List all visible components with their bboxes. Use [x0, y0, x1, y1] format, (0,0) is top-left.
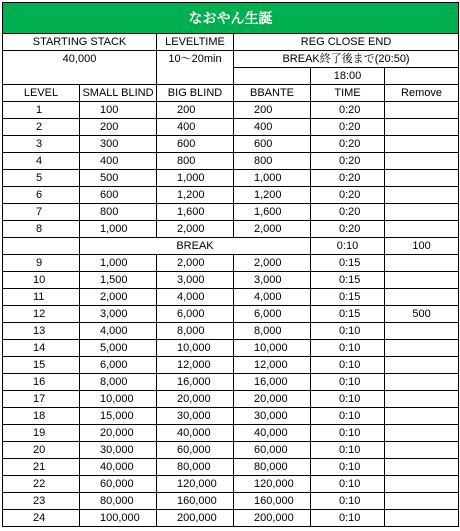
bbante-cell: 400	[234, 119, 311, 136]
time-cell: 0:15	[311, 255, 385, 272]
big-blind-cell: 10,000	[157, 340, 234, 357]
time-cell: 0:10	[311, 238, 385, 255]
small-blind-cell: 1,000	[80, 255, 157, 272]
col-header-small-blind: SMALL BLIND	[80, 85, 157, 102]
table-row	[3, 119, 459, 136]
reg-close-time-spacer	[234, 68, 311, 85]
column-header-row	[3, 85, 459, 102]
big-blind-cell: 3,000	[157, 272, 234, 289]
bbante-cell: 1,200	[234, 187, 311, 204]
remove-cell	[385, 408, 459, 425]
time-cell: 0:20	[311, 221, 385, 238]
table-row	[3, 374, 459, 391]
starting-stack-label: STARTING STACK	[3, 34, 157, 51]
time-cell: 0:15	[311, 272, 385, 289]
table-row	[3, 391, 459, 408]
break-label: BREAK	[80, 238, 311, 255]
remove-cell: 100	[385, 238, 459, 255]
time-cell: 0:20	[311, 119, 385, 136]
remove-cell	[385, 289, 459, 306]
bbante-cell: 20,000	[234, 391, 311, 408]
level-cell: 14	[3, 340, 80, 357]
big-blind-cell: 600	[157, 136, 234, 153]
time-cell: 0:10	[311, 357, 385, 374]
remove-cell	[385, 374, 459, 391]
bbante-cell: 16,000	[234, 374, 311, 391]
table-row	[3, 510, 459, 527]
remove-cell	[385, 119, 459, 136]
small-blind-cell: 4,000	[80, 323, 157, 340]
col-header-level: LEVEL	[3, 85, 80, 102]
level-cell: 8	[3, 221, 80, 238]
level-cell: 19	[3, 425, 80, 442]
small-blind-cell: 1,000	[80, 221, 157, 238]
time-cell: 0:10	[311, 442, 385, 459]
level-cell: 20	[3, 442, 80, 459]
small-blind-cell: 60,000	[80, 476, 157, 493]
big-blind-cell: 12,000	[157, 357, 234, 374]
remove-cell	[385, 391, 459, 408]
starting-stack-value: 40,000	[3, 51, 157, 85]
time-cell: 0:10	[311, 391, 385, 408]
small-blind-cell: 6,000	[80, 357, 157, 374]
big-blind-cell: 16,000	[157, 374, 234, 391]
remove-cell	[385, 357, 459, 374]
leveltime-label: LEVELTIME	[157, 34, 234, 51]
table-row	[3, 306, 459, 323]
big-blind-cell: 1,200	[157, 187, 234, 204]
time-cell: 0:10	[311, 340, 385, 357]
small-blind-cell: 30,000	[80, 442, 157, 459]
small-blind-cell: 80,000	[80, 493, 157, 510]
col-header-bbante: BBANTE	[234, 85, 311, 102]
leveltime-value: 10〜20min	[157, 51, 234, 85]
blind-structure-sheet	[2, 2, 459, 527]
remove-cell	[385, 272, 459, 289]
level-cell: 18	[3, 408, 80, 425]
small-blind-cell: 600	[80, 187, 157, 204]
bbante-cell: 1,000	[234, 170, 311, 187]
time-cell: 0:20	[311, 170, 385, 187]
reg-close-time: 18:00	[311, 68, 385, 85]
remove-cell	[385, 323, 459, 340]
table-row	[3, 408, 459, 425]
big-blind-cell: 40,000	[157, 425, 234, 442]
time-cell: 0:20	[311, 187, 385, 204]
bbante-cell: 30,000	[234, 408, 311, 425]
bbante-cell: 40,000	[234, 425, 311, 442]
bbante-cell: 12,000	[234, 357, 311, 374]
remove-cell	[385, 493, 459, 510]
time-cell: 0:10	[311, 374, 385, 391]
level-cell: 21	[3, 459, 80, 476]
table-row	[3, 357, 459, 374]
big-blind-cell: 80,000	[157, 459, 234, 476]
level-cell: 13	[3, 323, 80, 340]
big-blind-cell: 1,000	[157, 170, 234, 187]
bbante-cell: 2,000	[234, 255, 311, 272]
bbante-cell: 200,000	[234, 510, 311, 527]
level-cell: 6	[3, 187, 80, 204]
remove-cell	[385, 221, 459, 238]
remove-cell	[385, 442, 459, 459]
remove-cell	[385, 425, 459, 442]
remove-cell	[385, 476, 459, 493]
big-blind-cell: 400	[157, 119, 234, 136]
level-cell: 1	[3, 102, 80, 119]
bbante-cell: 6,000	[234, 306, 311, 323]
remove-cell	[385, 102, 459, 119]
bbante-cell: 200	[234, 102, 311, 119]
remove-cell	[385, 153, 459, 170]
time-cell: 0:10	[311, 408, 385, 425]
small-blind-cell: 10,000	[80, 391, 157, 408]
table-row	[3, 459, 459, 476]
level-cell: 11	[3, 289, 80, 306]
small-blind-cell: 400	[80, 153, 157, 170]
level-cell: 4	[3, 153, 80, 170]
remove-cell	[385, 340, 459, 357]
small-blind-cell: 5,000	[80, 340, 157, 357]
time-cell: 0:10	[311, 476, 385, 493]
small-blind-cell: 3,000	[80, 306, 157, 323]
remove-cell	[385, 510, 459, 527]
big-blind-cell: 800	[157, 153, 234, 170]
time-cell: 0:10	[311, 510, 385, 527]
big-blind-cell: 30,000	[157, 408, 234, 425]
remove-cell: 500	[385, 306, 459, 323]
title-row	[3, 3, 459, 34]
bbante-cell: 3,000	[234, 272, 311, 289]
bbante-cell: 1,600	[234, 204, 311, 221]
bbante-cell: 120,000	[234, 476, 311, 493]
reg-close-label: REG CLOSE END	[234, 34, 459, 51]
remove-cell	[385, 459, 459, 476]
bbante-cell: 160,000	[234, 493, 311, 510]
table-row	[3, 136, 459, 153]
small-blind-cell: 8,000	[80, 374, 157, 391]
table-row	[3, 323, 459, 340]
time-cell: 0:15	[311, 289, 385, 306]
time-cell: 0:10	[311, 323, 385, 340]
table-row	[3, 187, 459, 204]
remove-cell	[385, 170, 459, 187]
table-row	[3, 476, 459, 493]
reg-close-value: BREAK終了後まで(20:50)	[234, 51, 459, 68]
blind-structure-table	[2, 2, 459, 527]
small-blind-cell: 1,500	[80, 272, 157, 289]
time-cell: 0:20	[311, 136, 385, 153]
col-header-big-blind: BIG BLIND	[157, 85, 234, 102]
info-value-row	[3, 51, 459, 68]
reg-close-time-spacer-right	[385, 68, 459, 85]
small-blind-cell: 100,000	[80, 510, 157, 527]
big-blind-cell: 160,000	[157, 493, 234, 510]
big-blind-cell: 2,000	[157, 221, 234, 238]
level-cell: 17	[3, 391, 80, 408]
small-blind-cell: 200	[80, 119, 157, 136]
level-cell: 16	[3, 374, 80, 391]
small-blind-cell: 100	[80, 102, 157, 119]
small-blind-cell: 2,000	[80, 289, 157, 306]
level-cell: 12	[3, 306, 80, 323]
remove-cell	[385, 255, 459, 272]
small-blind-cell: 15,000	[80, 408, 157, 425]
small-blind-cell: 20,000	[80, 425, 157, 442]
time-cell: 0:10	[311, 493, 385, 510]
big-blind-cell: 8,000	[157, 323, 234, 340]
level-cell: 22	[3, 476, 80, 493]
table-row	[3, 340, 459, 357]
level-cell: 23	[3, 493, 80, 510]
sheet-title: なおやん生誕	[3, 3, 459, 34]
col-header-time: TIME	[311, 85, 385, 102]
level-cell: 7	[3, 204, 80, 221]
bbante-cell: 80,000	[234, 459, 311, 476]
table-row	[3, 170, 459, 187]
table-row	[3, 493, 459, 510]
col-header-remove: Remove	[385, 85, 459, 102]
table-row	[3, 425, 459, 442]
big-blind-cell: 1,600	[157, 204, 234, 221]
remove-cell	[385, 136, 459, 153]
info-label-row	[3, 34, 459, 51]
level-cell: 15	[3, 357, 80, 374]
break-row	[3, 238, 459, 255]
big-blind-cell: 120,000	[157, 476, 234, 493]
big-blind-cell: 4,000	[157, 289, 234, 306]
small-blind-cell: 300	[80, 136, 157, 153]
big-blind-cell: 6,000	[157, 306, 234, 323]
big-blind-cell: 60,000	[157, 442, 234, 459]
table-row	[3, 289, 459, 306]
bbante-cell: 800	[234, 153, 311, 170]
remove-cell	[385, 204, 459, 221]
bbante-cell: 60,000	[234, 442, 311, 459]
big-blind-cell: 200	[157, 102, 234, 119]
big-blind-cell: 2,000	[157, 255, 234, 272]
level-cell: 3	[3, 136, 80, 153]
level-cell: 10	[3, 272, 80, 289]
big-blind-cell: 20,000	[157, 391, 234, 408]
bbante-cell: 4,000	[234, 289, 311, 306]
table-row	[3, 102, 459, 119]
time-cell: 0:20	[311, 153, 385, 170]
level-cell: 2	[3, 119, 80, 136]
table-row	[3, 442, 459, 459]
bbante-cell: 10,000	[234, 340, 311, 357]
table-row	[3, 221, 459, 238]
bbante-cell: 8,000	[234, 323, 311, 340]
big-blind-cell: 200,000	[157, 510, 234, 527]
remove-cell	[385, 187, 459, 204]
level-cell: 24	[3, 510, 80, 527]
bbante-cell: 2,000	[234, 221, 311, 238]
table-row	[3, 272, 459, 289]
time-cell: 0:15	[311, 306, 385, 323]
table-row	[3, 255, 459, 272]
table-row	[3, 153, 459, 170]
time-cell: 0:20	[311, 102, 385, 119]
small-blind-cell: 800	[80, 204, 157, 221]
small-blind-cell: 500	[80, 170, 157, 187]
level-cell: 9	[3, 255, 80, 272]
time-cell: 0:10	[311, 425, 385, 442]
time-cell: 0:10	[311, 459, 385, 476]
bbante-cell: 600	[234, 136, 311, 153]
small-blind-cell: 40,000	[80, 459, 157, 476]
table-row	[3, 204, 459, 221]
level-cell: 5	[3, 170, 80, 187]
break-level-cell	[3, 238, 80, 255]
time-cell: 0:20	[311, 204, 385, 221]
